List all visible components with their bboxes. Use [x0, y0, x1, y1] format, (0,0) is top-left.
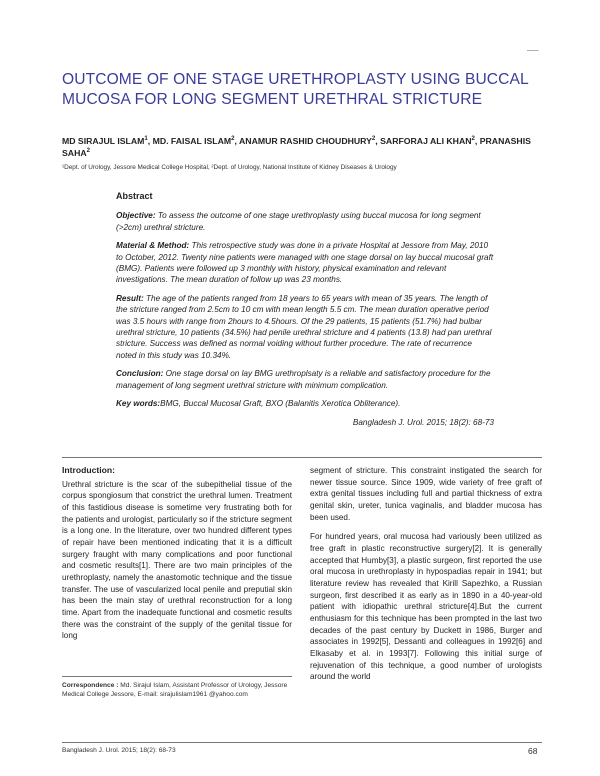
abstract-objective — [116, 210, 494, 233]
body-paragraph: segment of stricture. This constraint instigated the search for newer tissue source. Since 1909, wide variety of free graft of extra genital tissues including full and partial thickness of extra genital skin, ureter, tunica vaginalis, and bladder mucosa has been used. — [310, 466, 542, 522]
footer-citation: Bangladesh J. Urol. 2015; 18(2): 68-73 — [62, 747, 176, 754]
page-number: 68 — [528, 746, 538, 756]
author-affiliation-mark: 1 — [144, 135, 148, 143]
abstract-method — [116, 240, 494, 286]
author-affiliation-mark: 2 — [86, 147, 91, 155]
section-divider — [62, 457, 542, 458]
abstract-conclusion — [116, 368, 494, 391]
correspondence-label: Correspondence : — [62, 682, 119, 689]
abstract-result — [116, 293, 494, 361]
objective-label: Objective: — [116, 211, 156, 221]
author-affiliation-mark: 2 — [231, 135, 235, 143]
body-column-right — [310, 465, 542, 691]
abstract-citation: Bangladesh J. Urol. 2015; 18(2): 68-73 — [352, 417, 494, 427]
affiliations: ¹Dept. of Urology, Jessore Medical College Hospital, ²Dept. of Urology, National Institute of Kidney Diseases & Urology — [62, 164, 397, 171]
author-name: PRANASHIS SAHA — [62, 136, 531, 158]
result-label: Result: — [116, 293, 144, 303]
author-name: SARFORAJ ALI KHAN — [380, 136, 472, 146]
footer-divider — [62, 742, 542, 743]
author-list: MD SIRAJUL ISLAM$^1$, MD. FAISAL ISLAM$^2$, ANAMUR RASHID CHOUDHURY$^2$, SARFORAJ ALI KHAN$^2$, PRANASHIS SAHA$^2$ — [62, 135, 531, 158]
header-mark: ___ — [527, 44, 539, 51]
correspondence-note — [62, 682, 292, 699]
result-text: The age of the patients ranged from 18 years to 65 years with mean of 35 years. The length of the stricture ranged from 2.5cm to 10 cm with mean length 5.5 cm. The mean duration operative period was 3.5 hours with range from 2hours to 4.5hours. Of the 29 patients, 15 patients (51.7%) had bulbar urethral stricture, 10 patients (34.5%) had penile urethral stricture and 4 patients (13.8) had pan urethral stricture. Success was defined as normal voiding without further procedure. The rate of recurrence noted in this study was 10.34%. — [116, 293, 492, 360]
objective-text: To assess the outcome of one stage urethroplasty using buccal mucosa for long segment (>2cm) urethral stricture. — [116, 211, 481, 232]
author-name: MD. FAISAL ISLAM — [152, 136, 232, 146]
conclusion-text: One stage dorsal on lay BMG urethroplsaty is a reliable and satisfactory procedure for the management of long segment urethral stricture with minimum complication. — [116, 369, 491, 390]
author-name: ANAMUR RASHID CHOUDHURY — [239, 136, 372, 146]
abstract-keywords — [116, 398, 494, 409]
correspondence-text: Md. Sirajul Islam, Assistant Professor of Urology, Jessore Medical College Jessore, E-mail: sirajulislam1961 @yahoo.com — [62, 682, 288, 698]
author-affiliation-mark: 2 — [371, 135, 376, 143]
body-paragraph: Urethral stricture is the scar of the subepithelial tissue of the corpus spongiosum that constrict the urethral lumen. Treatment of this fastidious disease is sometime very frustrating both for the patients and urologist, particularly so if the stricture segment is a long one. In the literature, over two hundred different types of repair have been mentioned indicating that it is a difficult surgery fraught with many complications and poor functional and cosmetic results[1]. There are two main principles of the urethroplasty, namely the anastomotic technique and the tissue transfer. The use of vascularized local penile and preputial skin has been the main stay of urethral reconstruction for a long time. Apart from the inadequate functional and cosmetic results there was the constraint of the supply of the genital tissue for long — [62, 479, 292, 641]
body-paragraph: For hundred years, oral mucosa had variously been utilized as free graft in plastic reconstructive surgery[2]. It is generally accepted that Humby[3], a plastic surgeon, first reported the use oral mucosa in urethroplasty in hypospadias repair in 1941; but literature review has revealed that Kirill Sapezhko, a Russian surgeon, first described it as early as in 1890 in a 40-year-old patient with idiopathic urethral stricture[4].But the current enthusiasm for this technique has been prompted in the last two decades of the past century by Duckett in 1986, Burger and associates in 1992[5], Dessanti and colleagues in 1992[6] and Elkasaby et al. in 1993[7]. Following this initial surge of rejuvenation of this technique, a good number of urologists around the world — [310, 532, 542, 682]
method-label: Material & Method: — [116, 241, 190, 251]
introduction-heading: Introduction: — [62, 465, 115, 475]
author-name: MD SIRAJUL ISLAM — [62, 136, 145, 146]
correspondence-divider — [62, 676, 292, 677]
keywords-label: Key words: — [116, 399, 161, 409]
method-text: This retrospective study was done in a private Hospital at Jessore from May, 2010 to October, 2012. Twenty nine patients were managed with one stage dorsal on lay buccal mucosal graft (BMG). Patients were followed up 3 monthly with history, physical examination and relevant investigations. The mean duration of follow up was 23 months. — [116, 241, 494, 285]
body-column-left — [62, 465, 292, 650]
keywords-text: BMG, Buccal Mucosal Graft, BXO (Balanitis Xerotica Obliterance). — [160, 399, 401, 409]
paper-title: OUTCOME OF ONE STAGE URETHROPLASTY USING BUCCAL MUCOSA FOR LONG SEGMENT URETHRAL STRICTURE — [62, 71, 529, 108]
abstract-heading: Abstract — [116, 191, 153, 201]
abstract-block — [116, 191, 494, 428]
author-affiliation-mark: 2 — [471, 135, 475, 143]
conclusion-label: Conclusion: — [116, 369, 164, 379]
